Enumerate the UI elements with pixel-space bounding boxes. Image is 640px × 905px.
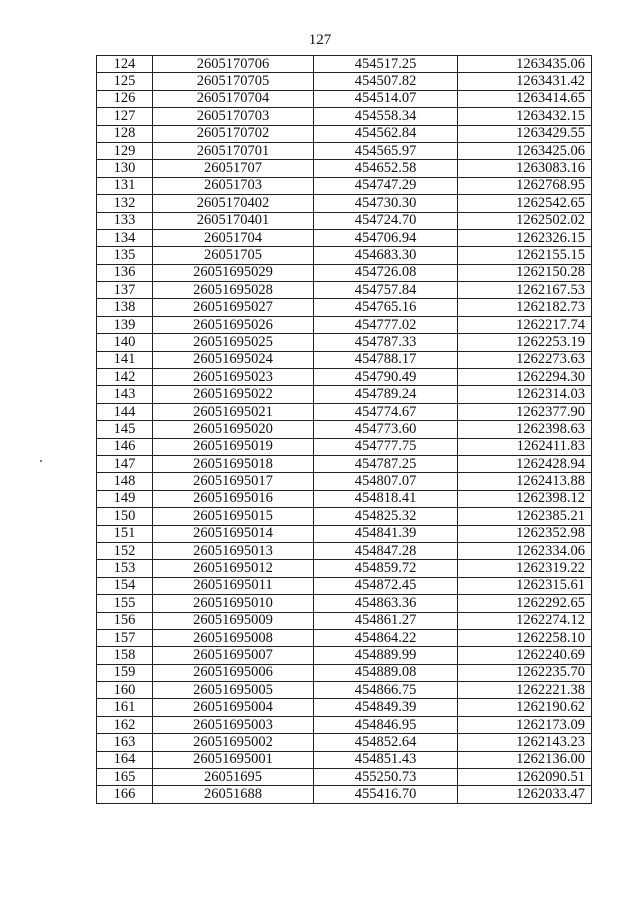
row-index-cell: 132 — [97, 195, 153, 212]
point-code-cell: 26051695003 — [153, 716, 314, 733]
row-index-cell: 140 — [97, 334, 153, 351]
row-index-cell: 137 — [97, 282, 153, 299]
y-coordinate-cell: 1262136.00 — [458, 751, 592, 768]
point-code-cell: 26051695019 — [153, 438, 314, 455]
point-code-cell: 26051695010 — [153, 595, 314, 612]
y-coordinate-cell: 1263425.06 — [458, 142, 592, 159]
x-coordinate-cell: 454859.72 — [314, 560, 458, 577]
x-coordinate-cell: 454788.17 — [314, 351, 458, 368]
row-index-cell: 154 — [97, 577, 153, 594]
y-coordinate-cell: 1262167.53 — [458, 282, 592, 299]
point-code-cell: 26051695005 — [153, 682, 314, 699]
point-code-cell: 26051695014 — [153, 525, 314, 542]
table-row — [97, 421, 592, 438]
x-coordinate-cell: 454747.29 — [314, 177, 458, 194]
y-coordinate-cell: 1262182.73 — [458, 299, 592, 316]
y-coordinate-cell: 1262292.65 — [458, 595, 592, 612]
x-coordinate-cell: 454889.99 — [314, 647, 458, 664]
x-coordinate-cell: 454558.34 — [314, 108, 458, 125]
x-coordinate-cell: 454777.75 — [314, 438, 458, 455]
y-coordinate-cell: 1262253.19 — [458, 334, 592, 351]
row-index-cell: 156 — [97, 612, 153, 629]
row-index-cell: 135 — [97, 247, 153, 264]
point-code-cell: 2605170402 — [153, 195, 314, 212]
row-index-cell: 153 — [97, 560, 153, 577]
x-coordinate-cell: 454724.70 — [314, 212, 458, 229]
row-index-cell: 130 — [97, 160, 153, 177]
coordinate-table-body — [97, 56, 592, 804]
point-code-cell: 26051695012 — [153, 560, 314, 577]
y-coordinate-cell: 1262413.88 — [458, 473, 592, 490]
table-row — [97, 542, 592, 559]
y-coordinate-cell: 1263414.65 — [458, 90, 592, 107]
x-coordinate-cell: 454818.41 — [314, 490, 458, 507]
point-code-cell: 26051695021 — [153, 403, 314, 420]
row-index-cell: 143 — [97, 386, 153, 403]
table-row — [97, 229, 592, 246]
point-code-cell: 26051705 — [153, 247, 314, 264]
table-row — [97, 177, 592, 194]
x-coordinate-cell: 454864.22 — [314, 629, 458, 646]
row-index-cell: 155 — [97, 595, 153, 612]
point-code-cell: 26051695027 — [153, 299, 314, 316]
point-code-cell: 26051695026 — [153, 316, 314, 333]
row-index-cell: 161 — [97, 699, 153, 716]
point-code-cell: 26051695006 — [153, 664, 314, 681]
row-index-cell: 131 — [97, 177, 153, 194]
point-code-cell: 26051695011 — [153, 577, 314, 594]
table-row — [97, 612, 592, 629]
row-index-cell: 162 — [97, 716, 153, 733]
y-coordinate-cell: 1262274.12 — [458, 612, 592, 629]
point-code-cell: 2605170701 — [153, 142, 314, 159]
row-index-cell: 148 — [97, 473, 153, 490]
y-coordinate-cell: 1262258.10 — [458, 629, 592, 646]
y-coordinate-cell: 1262240.69 — [458, 647, 592, 664]
table-row — [97, 299, 592, 316]
row-index-cell: 150 — [97, 508, 153, 525]
y-coordinate-cell: 1262235.70 — [458, 664, 592, 681]
y-coordinate-cell: 1262033.47 — [458, 786, 592, 803]
table-row — [97, 90, 592, 107]
table-row — [97, 282, 592, 299]
y-coordinate-cell: 1262319.22 — [458, 560, 592, 577]
x-coordinate-cell: 454846.95 — [314, 716, 458, 733]
x-coordinate-cell: 454765.16 — [314, 299, 458, 316]
point-code-cell: 26051695007 — [153, 647, 314, 664]
row-index-cell: 163 — [97, 734, 153, 751]
point-code-cell: 26051704 — [153, 229, 314, 246]
point-code-cell: 26051695001 — [153, 751, 314, 768]
y-coordinate-cell: 1262326.15 — [458, 229, 592, 246]
point-code-cell: 2605170706 — [153, 56, 314, 73]
table-row — [97, 769, 592, 786]
x-coordinate-cell: 454787.25 — [314, 455, 458, 472]
table-row — [97, 751, 592, 768]
y-coordinate-cell: 1262221.38 — [458, 682, 592, 699]
table-row — [97, 525, 592, 542]
x-coordinate-cell: 454841.39 — [314, 525, 458, 542]
row-index-cell: 147 — [97, 455, 153, 472]
table-row — [97, 73, 592, 90]
row-index-cell: 133 — [97, 212, 153, 229]
point-code-cell: 26051695015 — [153, 508, 314, 525]
point-code-cell: 26051695016 — [153, 490, 314, 507]
table-row — [97, 629, 592, 646]
x-coordinate-cell: 454789.24 — [314, 386, 458, 403]
table-row — [97, 716, 592, 733]
x-coordinate-cell: 454706.94 — [314, 229, 458, 246]
x-coordinate-cell: 454807.07 — [314, 473, 458, 490]
point-code-cell: 26051695 — [153, 769, 314, 786]
table-row — [97, 786, 592, 803]
x-coordinate-cell: 454773.60 — [314, 421, 458, 438]
row-index-cell: 142 — [97, 369, 153, 386]
y-coordinate-cell: 1262398.12 — [458, 490, 592, 507]
point-code-cell: 26051695020 — [153, 421, 314, 438]
point-code-cell: 26051707 — [153, 160, 314, 177]
point-code-cell: 26051695013 — [153, 542, 314, 559]
x-coordinate-cell: 454852.64 — [314, 734, 458, 751]
row-index-cell: 149 — [97, 490, 153, 507]
x-coordinate-cell: 454790.49 — [314, 369, 458, 386]
table-row — [97, 195, 592, 212]
table-row — [97, 490, 592, 507]
point-code-cell: 2605170703 — [153, 108, 314, 125]
table-row — [97, 682, 592, 699]
row-index-cell: 151 — [97, 525, 153, 542]
table-row — [97, 734, 592, 751]
y-coordinate-cell: 1262190.62 — [458, 699, 592, 716]
x-coordinate-cell: 455416.70 — [314, 786, 458, 803]
table-row — [97, 264, 592, 281]
y-coordinate-cell: 1262273.63 — [458, 351, 592, 368]
table-row — [97, 108, 592, 125]
x-coordinate-cell: 454861.27 — [314, 612, 458, 629]
row-index-cell: 126 — [97, 90, 153, 107]
x-coordinate-cell: 454565.97 — [314, 142, 458, 159]
x-coordinate-cell: 454562.84 — [314, 125, 458, 142]
table-row — [97, 664, 592, 681]
table-row — [97, 595, 592, 612]
y-coordinate-cell: 1262411.83 — [458, 438, 592, 455]
point-code-cell: 26051703 — [153, 177, 314, 194]
y-coordinate-cell: 1262314.03 — [458, 386, 592, 403]
point-code-cell: 26051695004 — [153, 699, 314, 716]
x-coordinate-cell: 454889.08 — [314, 664, 458, 681]
point-code-cell: 2605170705 — [153, 73, 314, 90]
x-coordinate-cell: 454863.36 — [314, 595, 458, 612]
table-row — [97, 212, 592, 229]
x-coordinate-cell: 454825.32 — [314, 508, 458, 525]
table-row — [97, 473, 592, 490]
table-row — [97, 369, 592, 386]
row-index-cell: 139 — [97, 316, 153, 333]
row-index-cell: 127 — [97, 108, 153, 125]
table-row — [97, 316, 592, 333]
x-coordinate-cell: 454872.45 — [314, 577, 458, 594]
y-coordinate-cell: 1262294.30 — [458, 369, 592, 386]
table-row — [97, 125, 592, 142]
y-coordinate-cell: 1262090.51 — [458, 769, 592, 786]
x-coordinate-cell: 454517.25 — [314, 56, 458, 73]
row-index-cell: 164 — [97, 751, 153, 768]
table-row — [97, 699, 592, 716]
table-row — [97, 560, 592, 577]
table-row — [97, 247, 592, 264]
point-code-cell: 2605170702 — [153, 125, 314, 142]
row-index-cell: 165 — [97, 769, 153, 786]
x-coordinate-cell: 454514.07 — [314, 90, 458, 107]
row-index-cell: 144 — [97, 403, 153, 420]
y-coordinate-cell: 1263432.15 — [458, 108, 592, 125]
table-row — [97, 334, 592, 351]
table-row — [97, 438, 592, 455]
row-index-cell: 158 — [97, 647, 153, 664]
point-code-cell: 26051695023 — [153, 369, 314, 386]
table-row — [97, 351, 592, 368]
row-index-cell: 159 — [97, 664, 153, 681]
y-coordinate-cell: 1263083.16 — [458, 160, 592, 177]
row-index-cell: 124 — [97, 56, 153, 73]
x-coordinate-cell: 454866.75 — [314, 682, 458, 699]
y-coordinate-cell: 1262217.74 — [458, 316, 592, 333]
y-coordinate-cell: 1262377.90 — [458, 403, 592, 420]
point-code-cell: 26051695022 — [153, 386, 314, 403]
row-index-cell: 146 — [97, 438, 153, 455]
row-index-cell: 129 — [97, 142, 153, 159]
row-index-cell: 166 — [97, 786, 153, 803]
x-coordinate-cell: 454507.82 — [314, 73, 458, 90]
point-code-cell: 2605170704 — [153, 90, 314, 107]
point-code-cell: 26051695008 — [153, 629, 314, 646]
table-row — [97, 508, 592, 525]
row-index-cell: 125 — [97, 73, 153, 90]
y-coordinate-cell: 1262155.15 — [458, 247, 592, 264]
table-row — [97, 647, 592, 664]
table-row — [97, 455, 592, 472]
y-coordinate-cell: 1262173.09 — [458, 716, 592, 733]
point-code-cell: 26051695028 — [153, 282, 314, 299]
coordinate-table — [96, 55, 592, 804]
table-row — [97, 577, 592, 594]
row-index-cell: 134 — [97, 229, 153, 246]
table-row — [97, 160, 592, 177]
point-code-cell: 26051688 — [153, 786, 314, 803]
x-coordinate-cell: 454757.84 — [314, 282, 458, 299]
y-coordinate-cell: 1262502.02 — [458, 212, 592, 229]
point-code-cell: 26051695017 — [153, 473, 314, 490]
x-coordinate-cell: 454730.30 — [314, 195, 458, 212]
x-coordinate-cell: 454777.02 — [314, 316, 458, 333]
x-coordinate-cell: 454683.30 — [314, 247, 458, 264]
row-index-cell: 145 — [97, 421, 153, 438]
y-coordinate-cell: 1263435.06 — [458, 56, 592, 73]
y-coordinate-cell: 1262428.94 — [458, 455, 592, 472]
point-code-cell: 26051695029 — [153, 264, 314, 281]
page-number: 127 — [308, 32, 332, 48]
point-code-cell: 26051695002 — [153, 734, 314, 751]
y-coordinate-cell: 1262150.28 — [458, 264, 592, 281]
x-coordinate-cell: 454851.43 — [314, 751, 458, 768]
y-coordinate-cell: 1262542.65 — [458, 195, 592, 212]
x-coordinate-cell: 454787.33 — [314, 334, 458, 351]
row-index-cell: 157 — [97, 629, 153, 646]
table-row — [97, 56, 592, 73]
point-code-cell: 26051695025 — [153, 334, 314, 351]
y-coordinate-cell: 1262352.98 — [458, 525, 592, 542]
x-coordinate-cell: 454652.58 — [314, 160, 458, 177]
y-coordinate-cell: 1262315.61 — [458, 577, 592, 594]
table-row — [97, 386, 592, 403]
x-coordinate-cell: 454849.39 — [314, 699, 458, 716]
x-coordinate-cell: 454774.67 — [314, 403, 458, 420]
row-index-cell: 138 — [97, 299, 153, 316]
row-index-cell: 128 — [97, 125, 153, 142]
row-index-cell: 152 — [97, 542, 153, 559]
y-coordinate-cell: 1262768.95 — [458, 177, 592, 194]
point-code-cell: 26051695018 — [153, 455, 314, 472]
y-coordinate-cell: 1262385.21 — [458, 508, 592, 525]
x-coordinate-cell: 454847.28 — [314, 542, 458, 559]
point-code-cell: 26051695009 — [153, 612, 314, 629]
row-index-cell: 160 — [97, 682, 153, 699]
y-coordinate-cell: 1263429.55 — [458, 125, 592, 142]
y-coordinate-cell: 1263431.42 — [458, 73, 592, 90]
scan-speck — [40, 460, 42, 462]
row-index-cell: 136 — [97, 264, 153, 281]
row-index-cell: 141 — [97, 351, 153, 368]
point-code-cell: 26051695024 — [153, 351, 314, 368]
table-row — [97, 142, 592, 159]
x-coordinate-cell: 454726.08 — [314, 264, 458, 281]
y-coordinate-cell: 1262143.23 — [458, 734, 592, 751]
y-coordinate-cell: 1262334.06 — [458, 542, 592, 559]
point-code-cell: 2605170401 — [153, 212, 314, 229]
y-coordinate-cell: 1262398.63 — [458, 421, 592, 438]
x-coordinate-cell: 455250.73 — [314, 769, 458, 786]
table-row — [97, 403, 592, 420]
